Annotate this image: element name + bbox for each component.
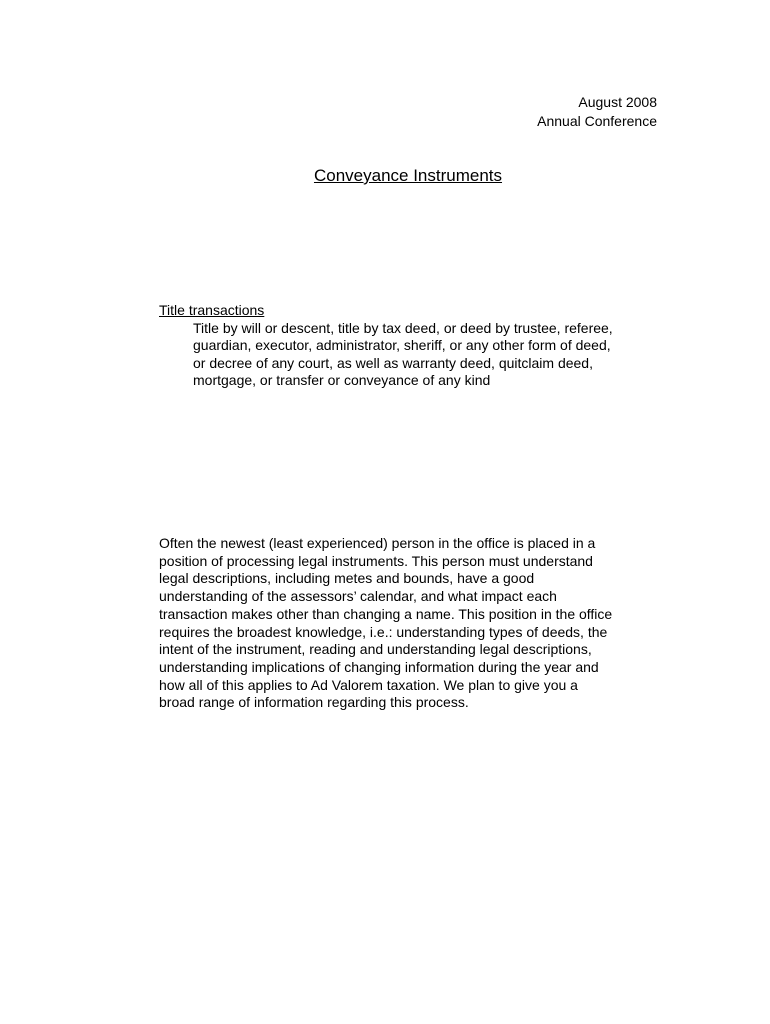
body-paragraph [159, 535, 659, 712]
paragraph-line: understanding implications of changing information during the year and [159, 658, 599, 675]
section-line: or decree of any court, as well as warranty deed, quitclaim deed, [193, 354, 593, 371]
paragraph-line: Often the newest (least experienced) person in the office is placed in a [159, 535, 596, 551]
section-line: Title by will or descent, title by tax deed, or deed by trustee, referee, [193, 319, 613, 336]
section-line: guardian, executor, administrator, sheriff, or any other form of deed, [193, 337, 611, 353]
section-body [193, 320, 659, 390]
section-heading: Title transactions [159, 302, 265, 318]
paragraph-line: understanding of the assessors’ calendar, and what impact each [159, 588, 557, 605]
section-line: mortgage, or transfer or conveyance of any kind [193, 372, 491, 388]
document-title: Conveyance Instruments [313, 166, 503, 185]
paragraph-line: position of processing legal instruments. This person must understand [159, 552, 593, 569]
paragraph-line: requires the broadest knowledge, i.e.: understanding types of deeds, the [159, 623, 608, 640]
paragraph-line: transaction makes other than changing a name. This position in the office [159, 605, 613, 622]
title-transactions-section [159, 302, 659, 390]
paragraph-line: how all of this applies to Ad Valorem taxation. We plan to give you a [159, 676, 578, 693]
header-date: August 2008 [578, 94, 657, 110]
header-event: Annual Conference [537, 113, 657, 129]
paragraph-line: intent of the instrument, reading and understanding legal descriptions, [159, 641, 592, 658]
paragraph-line: legal descriptions, including metes and bounds, have a good [159, 570, 535, 587]
header-block [537, 93, 657, 131]
paragraph-line: broad range of information regarding this process. [159, 694, 469, 711]
